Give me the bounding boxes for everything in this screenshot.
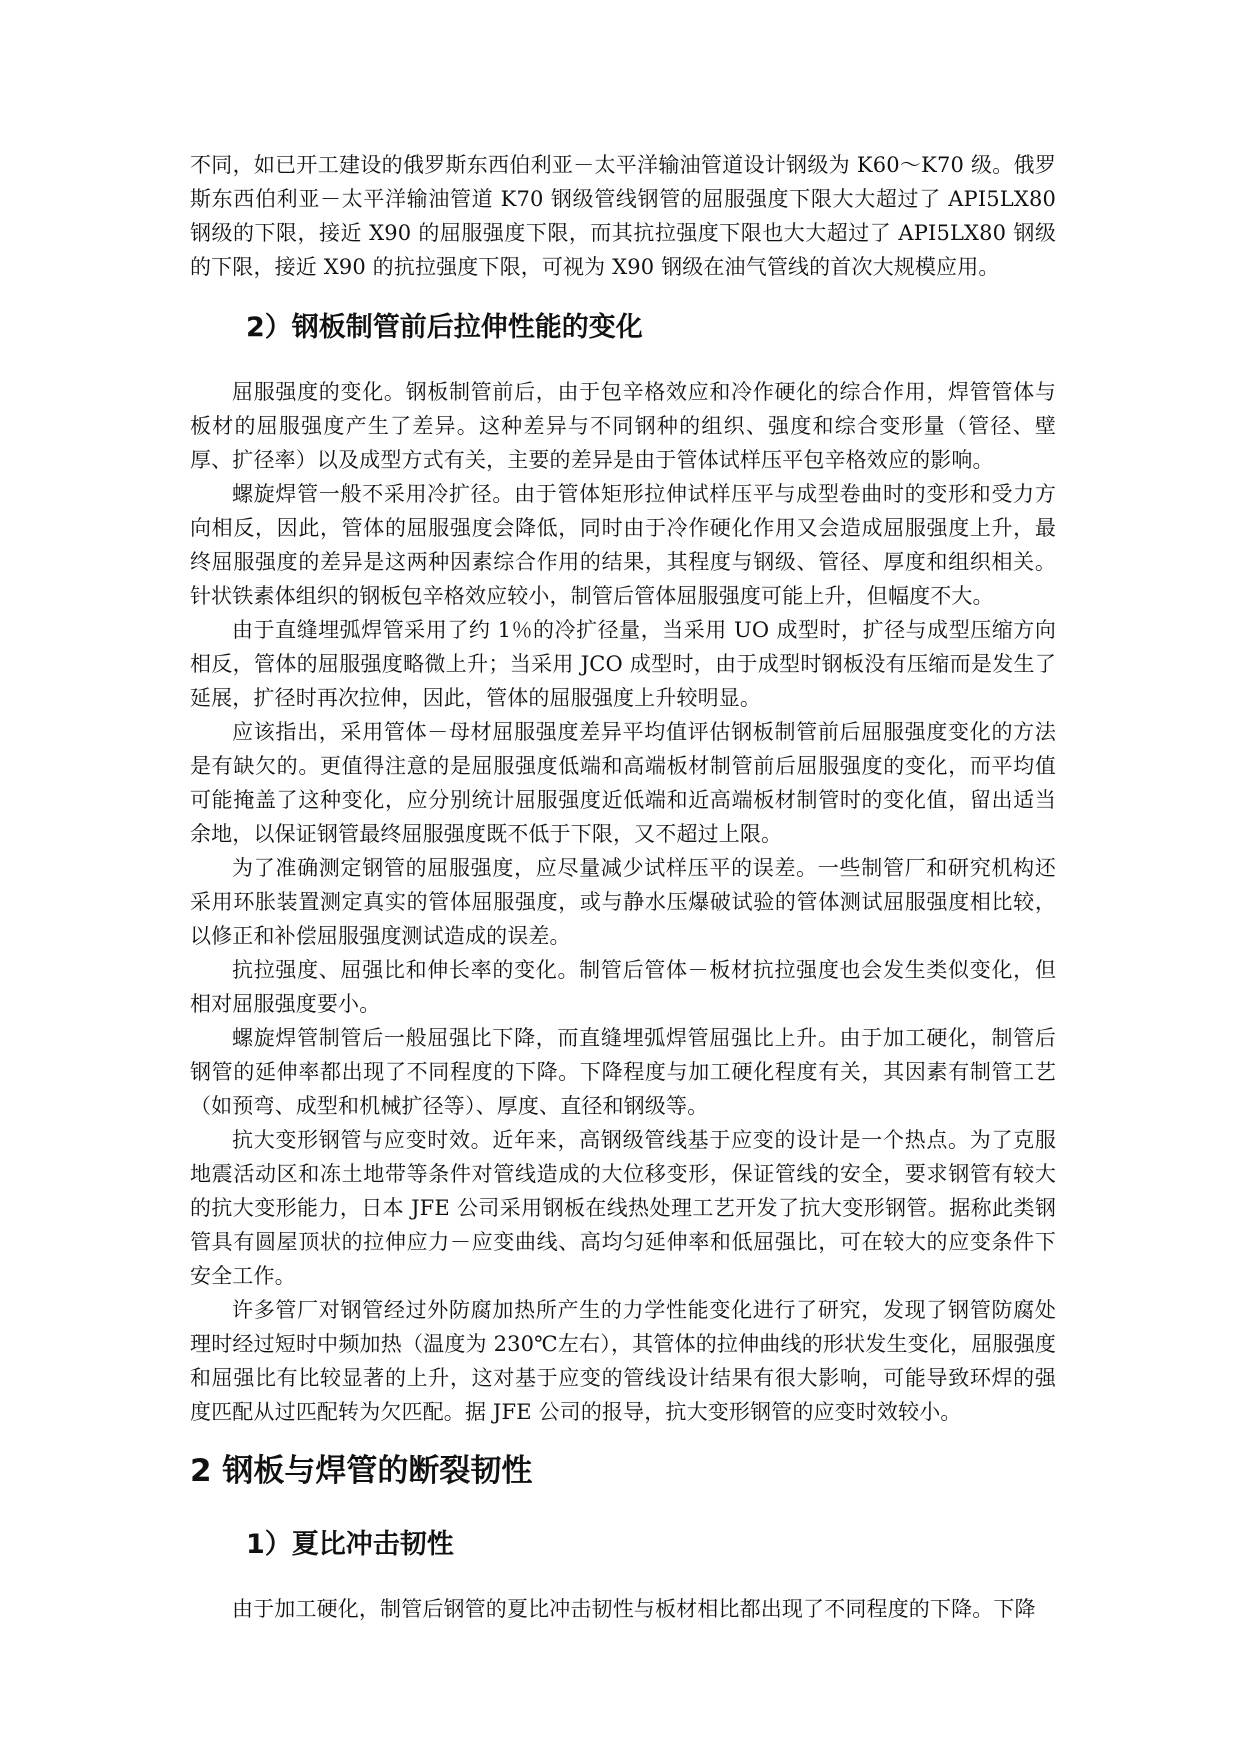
- charpy-subsection-heading: 1）夏比冲击韧性: [246, 1529, 454, 1560]
- body-paragraph-yield-ratio: 螺旋焊管制管后一般屈强比下降，而直缝埋弧焊管屈强比上升。由于加工硬化，制管后钢管的延伸率都出现了不同程度的下降。下降程度与加工硬化程度有关，其因素有制管工艺（如预弯、成型和机械扩径等）、厚度、直径和钢级等。: [190, 1026, 1056, 1118]
- intro-paragraph: 不同，如已开工建设的俄罗斯东西伯利亚－太平洋输油管道设计钢级为 K60～K70 级。俄罗斯东西伯利亚－太平洋输油管道 K70 钢级管线钢管的屈服强度下限大大超过了 API5LX80 钢级的下限，接近 X90 的屈服强度下限，而其抗拉强度下限也大大超过了 API5LX80 钢级的下限，接近 X90 的抗拉强度下限，可视为 X90 钢级在油气管线的首次大规模应用。: [190, 153, 1056, 279]
- body-paragraph-lsaw-pipe: 由于直缝埋弧焊管采用了约 1％的冷扩径量，当采用 UO 成型时，扩径与成型压缩方向相反，管体的屈服强度略微上升；当采用 JCO 成型时，由于成型时钢板没有压缩而是发生了延展，扩径时再次拉伸，因此，管体的屈服强度上升较明显。: [190, 618, 1056, 710]
- tensile-section-heading: 2）钢板制管前后拉伸性能的变化: [246, 312, 643, 343]
- body-paragraph-strain-based-design: 抗大变形钢管与应变时效。近年来，高钢级管线基于应变的设计是一个热点。为了克服地震活动区和冻土地带等条件对管线造成的大位移变形，保证管线的安全，要求钢管有较大的抗大变形能力，日本 JFE 公司采用钢板在线热处理工艺开发了抗大变形钢管。据称此类钢管具有圆屋顶状的拉伸应力－应变曲线、高均匀延伸率和低屈强比，可在较大的应变条件下安全工作。: [190, 1128, 1056, 1288]
- fracture-section-heading: 2 钢板与焊管的断裂韧性: [190, 1453, 533, 1489]
- body-paragraph-flattening-error: 为了准确测定钢管的屈服强度，应尽量减少试样压平的误差。一些制管厂和研究机构还采用环胀装置测定真实的管体屈服强度，或与静水压爆破试验的管体测试屈服强度相比较，以修正和补偿屈服强度测试造成的误差。: [190, 856, 1056, 948]
- body-paragraph-charpy: 由于加工硬化，制管后钢管的夏比冲击韧性与板材相比都出现了不同程度的下降。下降: [232, 1597, 1036, 1621]
- body-paragraph-yield-strength: 屈服强度的变化。钢板制管前后，由于包辛格效应和冷作硬化的综合作用，焊管管体与板材的屈服强度产生了差异。这种差异与不同钢种的组织、强度和综合变形量（管径、壁厚、扩径率）以及成型方式有关，主要的差异是由于管体试样压平包辛格效应的影响。: [190, 380, 1056, 472]
- body-paragraph-tensile-strength: 抗拉强度、屈强比和伸长率的变化。制管后管体－板材抗拉强度也会发生类似变化，但相对屈服强度要小。: [190, 958, 1056, 1016]
- body-paragraph-spiral-pipe: 螺旋焊管一般不采用冷扩径。由于管体矩形拉伸试样压平与成型卷曲时的变形和受力方向相反，因此，管体的屈服强度会降低，同时由于冷作硬化作用又会造成屈服强度上升，最终屈服强度的差异是这两种因素综合作用的结果，其程度与钢级、管径、厚度和组织相关。针状铁素体组织的钢板包辛格效应较小，制管后管体屈服强度可能上升，但幅度不大。: [190, 482, 1056, 608]
- document-body: [190, 148, 1056, 1626]
- body-paragraph-evaluation-method: 应该指出，采用管体－母材屈服强度差异平均值评估钢板制管前后屈服强度变化的方法是有缺欠的。更值得注意的是屈服强度低端和高端板材制管前后屈服强度的变化，而平均值可能掩盖了这种变化，应分别统计屈服强度近低端和近高端板材制管时的变化值，留出适当余地，以保证钢管最终屈服强度既不低于下限，又不超过上限。: [190, 720, 1056, 846]
- body-paragraph-strain-aging: 许多管厂对钢管经过外防腐加热所产生的力学性能变化进行了研究，发现了钢管防腐处理时经过短时中频加热（温度为 230℃左右），其管体的拉伸曲线的形状发生变化，屈服强度和屈强比有比较显著的上升，这对基于应变的管线设计结果有很大影响，可能导致环焊的强度匹配从过匹配转为欠匹配。据 JFE 公司的报导，抗大变形钢管的应变时效较小。: [190, 1298, 1056, 1424]
